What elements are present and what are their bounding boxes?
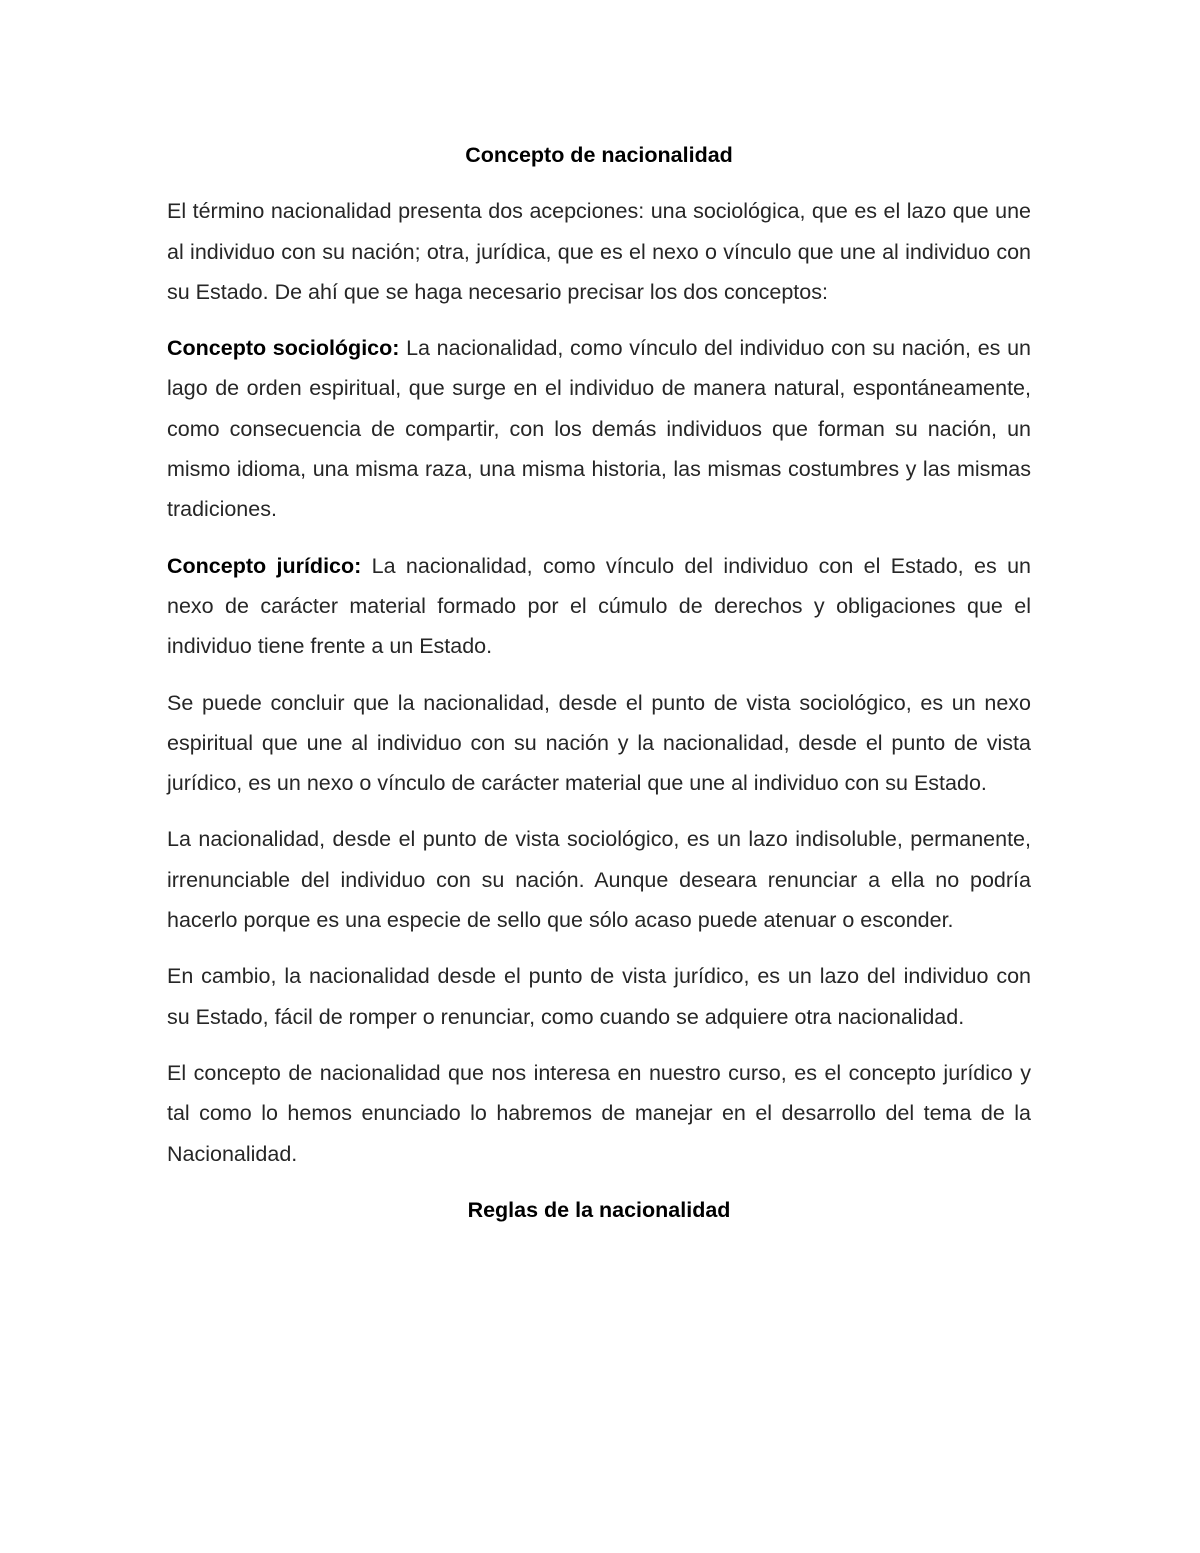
document-title: Concepto de nacionalidad [465,143,733,167]
sociological-paragraph [167,328,1031,529]
document-body [167,135,1031,1246]
sociological-label: Concepto sociológico: [167,336,400,361]
course-concept-paragraph: El concepto de nacionalidad que nos interesa en nuestro curso, es el concepto jurídico y tal como lo hemos enunciado lo habremos de manejar en el desarrollo del tema de la Nacionalidad. [167,1060,1031,1166]
juridical-text: La nacionalidad, como vínculo del individuo con el Estado, es un nexo de carácter material formado por el cúmulo de derechos y obligaciones que el individuo tiene frente a un Estado. [167,553,1031,659]
sociological-text: La nacionalidad, como vínculo del individuo con su nación, es un lago de orden espiritual, que surge en el individuo de manera natural, espontáneamente, como consecuencia de compartir, con los demás individuos que forman su nación, un mismo idioma, una misma raza, una misma historia, las mismas costumbres y las mismas tradiciones. [167,336,1031,522]
conclusion-paragraph: Se puede concluir que la nacionalidad, desde el punto de vista sociológico, es un nexo espiritual que une al individuo con su nación y la nacionalidad, desde el punto de vista jurídico, es un nexo o vínculo de carácter material que une al individuo con su Estado. [167,690,1031,796]
juridical-paragraph [167,546,1031,667]
intro-paragraph: El término nacionalidad presenta dos acepciones: una sociológica, que es el lazo que une al individuo con su nación; otra, jurídica, que es el nexo o vínculo que une al individuo con su Estado. De ahí que se haga necesario precisar los dos conceptos: [167,199,1031,304]
juridical-nature-paragraph: En cambio, la nacionalidad desde el punto de vista jurídico, es un lazo del individuo con su Estado, fácil de romper o renunciar, como cuando se adquiere otra nacionalidad. [167,964,1031,1029]
sociological-nature-paragraph: La nacionalidad, desde el punto de vista sociológico, es un lazo indisoluble, permanente, irrenunciable del individuo con su nación. Aunque deseara renunciar a ella no podría hacerlo porque es una especie de sello que sólo acaso puede atenuar o esconder. [167,827,1031,933]
juridical-label: Concepto jurídico: [167,553,362,578]
section-title: Reglas de la nacionalidad [467,1197,731,1222]
